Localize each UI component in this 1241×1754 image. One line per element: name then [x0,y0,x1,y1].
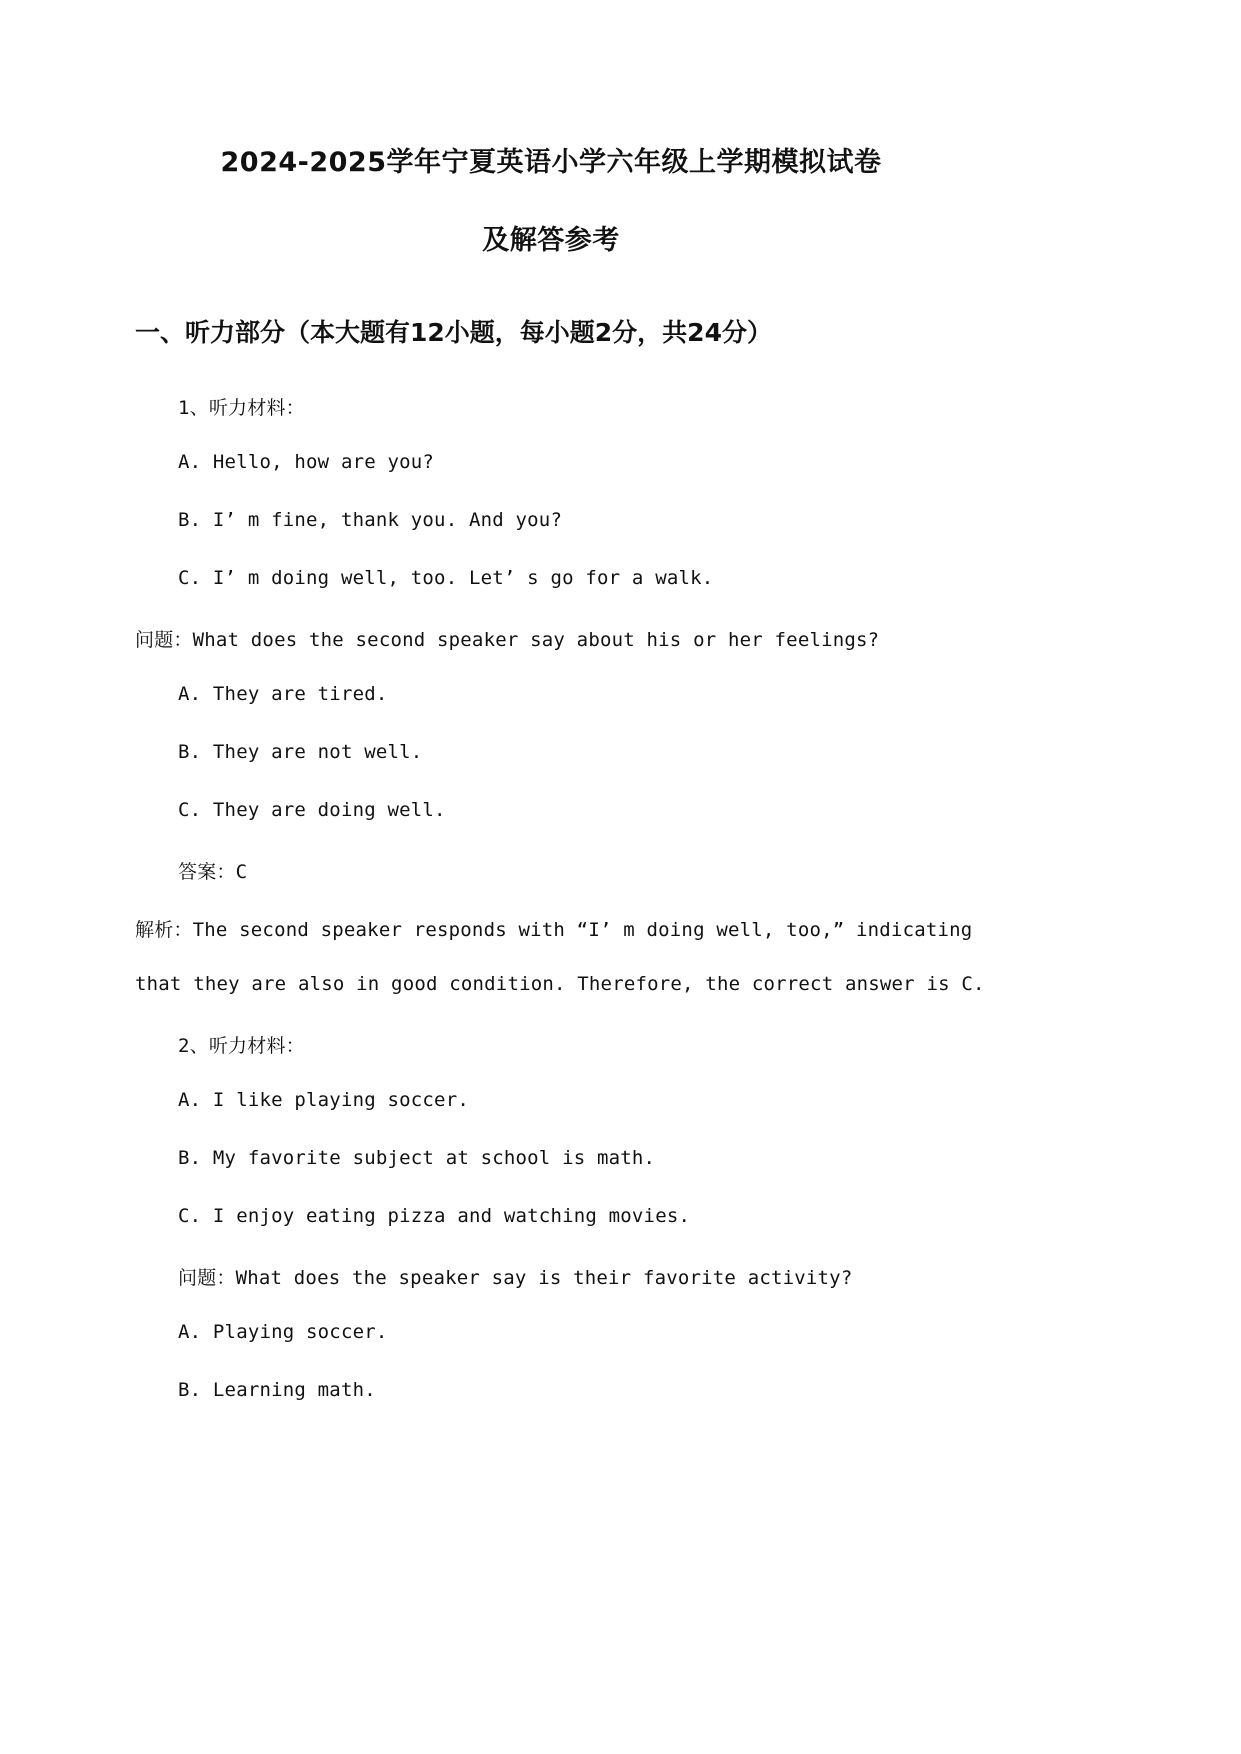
q2-question: 问题：What does the speaker say is their favorite activity? [178,1267,853,1289]
q1-answer-choice-a: A. They are tired. [178,683,388,705]
section-heading-listening: 一、听力部分（本大题有12小题，每小题2分，共24分） [135,318,772,347]
document-title-line-1: 2024-2025学年宁夏英语小学六年级上学期模拟试卷 [220,147,882,178]
document-title-line-2: 及解答参考 [482,225,620,256]
q2-option-c: C. I enjoy eating pizza and watching movies. [178,1205,691,1227]
q1-answer-choice-c: C. They are doing well. [178,799,446,821]
q2-answer-choice-a: A. Playing soccer. [178,1321,388,1343]
q1-option-b: B. I’ m fine, thank you. And you? [178,509,563,531]
q1-material-label: 1、听力材料： [178,397,305,419]
q1-option-c: C. I’ m doing well, too. Let’ s go for a walk. [178,567,714,589]
q1-question: 问题：What does the second speaker say about his or her feelings? [135,629,880,651]
q2-option-b: B. My favorite subject at school is math. [178,1147,656,1169]
q1-answer-choice-b: B. They are not well. [178,741,423,763]
q1-analysis-line-1: 解析：The second speaker responds with “I’ m doing well, too,” indicating [135,919,973,941]
q2-option-a: A. I like playing soccer. [178,1089,469,1111]
q2-answer-choice-b: B. Learning math. [178,1379,376,1401]
q1-option-a: A. Hello, how are you? [178,451,435,473]
q1-answer: 答案：C [178,861,248,883]
q2-material-label: 2、听力材料： [178,1035,305,1057]
q1-analysis-line-2: that they are also in good condition. Therefore, the correct answer is C. [135,973,985,995]
